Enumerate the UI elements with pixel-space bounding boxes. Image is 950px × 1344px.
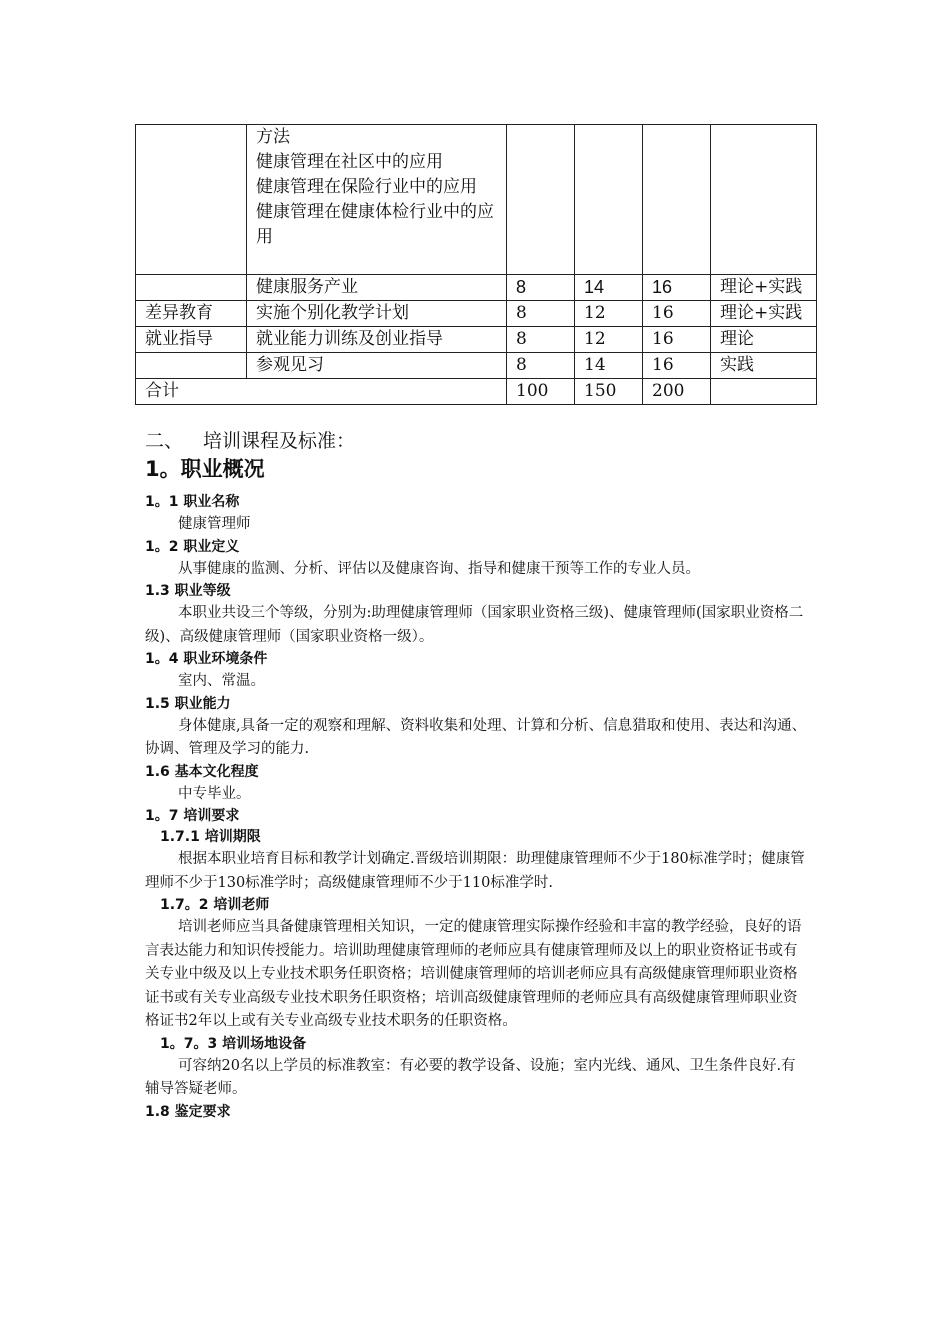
item-line: 健康管理在健康体检行业中的应用 [256, 202, 494, 247]
table-cell: 理论 [711, 327, 817, 353]
table-cell: 8 [507, 353, 575, 379]
subheading: 1。2 职业定义 [145, 538, 240, 555]
table-cell: 16 [643, 301, 711, 327]
table-cell-item [247, 125, 507, 275]
table-cell-item: 参观见习 [247, 353, 507, 379]
table-row [136, 301, 817, 327]
subheading: 1。7 培训要求 [145, 808, 240, 824]
table-cell-category [136, 125, 247, 275]
table-cell: 12 [575, 327, 643, 353]
table-cell: 12 [575, 301, 643, 327]
table-cell: 8 [507, 301, 575, 327]
table-row [136, 125, 817, 275]
table-cell [711, 125, 817, 275]
table-cell [711, 379, 817, 405]
document-body [145, 492, 810, 1123]
table-cell: 实践 [711, 353, 817, 379]
paragraph: 可容纳20名以上学员的标准教室：有必要的教学设备、设施；室内光线、通风、卫生条件良好.有辅导答疑老师。 [145, 1057, 796, 1097]
item-line: 健康管理在保险行业中的应用 [256, 177, 477, 197]
subheading: 1.3 职业等级 [145, 583, 231, 599]
sub-subheading: 1。7。3 培训场地设备 [160, 1035, 307, 1052]
table-row-total [136, 379, 817, 405]
table-cell: 16 [643, 275, 711, 301]
table-cell: 8 [507, 327, 575, 353]
section-number: 二、 [145, 430, 184, 452]
table-cell-total-label: 合计 [136, 379, 507, 405]
paragraph: 身体健康,具备一定的观察和理解、资料收集和处理、计算和分析、信息猎取和使用、表达和沟通、协调、管理及学习的能力. [145, 717, 807, 757]
table-cell [507, 125, 575, 275]
paragraph: 室内、常温。 [178, 673, 265, 689]
subheading: 1.8 鉴定要求 [145, 1103, 231, 1120]
table-cell: 16 [643, 353, 711, 379]
section-heading-2 [145, 428, 355, 454]
table-cell-item: 实施个别化教学计划 [247, 301, 507, 327]
section-title: 培训课程及标准： [203, 430, 356, 452]
table-row [136, 353, 817, 379]
table-cell-category: 差异教育 [136, 301, 247, 327]
paragraph: 健康管理师 [178, 516, 251, 532]
paragraph: 本职业共设三个等级，分别为:助理健康管理师（国家职业资格三级)、健康管理师(国家职业资格二级)、高级健康管理师（国家职业资格一级）。 [145, 605, 804, 645]
table-row [136, 327, 817, 353]
table-cell-item: 就业能力训练及创业指导 [247, 327, 507, 353]
paragraph: 从事健康的监测、分析、评估以及健康咨询、指导和健康干预等工作的专业人员。 [178, 560, 700, 577]
table-cell: 14 [575, 275, 643, 301]
subheading: 1.5 职业能力 [145, 695, 231, 712]
table-cell-item: 健康服务产业 [247, 275, 507, 301]
table-cell [575, 125, 643, 275]
paragraph: 根据本职业培育目标和教学计划确定.晋级培训期限：助理健康管理师不少于180标准学时；健康管理师不少于130标准学时；高级健康管理师不少于110标准学时. [145, 851, 805, 891]
table-cell: 14 [575, 353, 643, 379]
table-cell-category [136, 353, 247, 379]
paragraph: 中专毕业。 [178, 785, 251, 802]
sub-subheading: 1.7。2 培训老师 [160, 897, 270, 913]
table-cell-category: 就业指导 [136, 327, 247, 353]
table-cell: 16 [643, 327, 711, 353]
table-cell: 理论+实践 [711, 275, 817, 301]
table-cell: 理论+实践 [711, 301, 817, 327]
item-line: 方法 [256, 127, 290, 147]
table-cell-category [136, 275, 247, 301]
item-line: 健康管理在社区中的应用 [256, 152, 443, 172]
subheading: 1。4 职业环境条件 [145, 651, 268, 667]
sub-subheading: 1.7.1 培训期限 [160, 829, 261, 845]
table-cell: 8 [507, 275, 575, 301]
table-cell: 150 [575, 379, 643, 405]
table-cell [643, 125, 711, 275]
table-cell: 100 [507, 379, 575, 405]
table-row [136, 275, 817, 301]
subheading: 1.6 基本文化程度 [145, 763, 259, 780]
heading-occupation-overview: 1。职业概况 [145, 457, 265, 481]
subheading: 1。1 职业名称 [145, 494, 240, 510]
course-table [135, 124, 817, 405]
paragraph: 培训老师应当具备健康管理相关知识，一定的健康管理实际操作经验和丰富的教学经验，良好的语言表达能力和知识传授能力。培训助理健康管理师的老师应具有健康管理师及以上的职业资格证书或有关专业中级及以上专业技术职务任职资格；培训健康管理师的培训老师应具有高级健康管理师职业资格证书或有关专业高级专业技术职务任职资格；培训高级健康管理师的老师应具有高级健康管理师职业资格证书2年以上或有关专业高级专业技术职务的任职资格。 [145, 919, 802, 1029]
table-cell: 200 [643, 379, 711, 405]
